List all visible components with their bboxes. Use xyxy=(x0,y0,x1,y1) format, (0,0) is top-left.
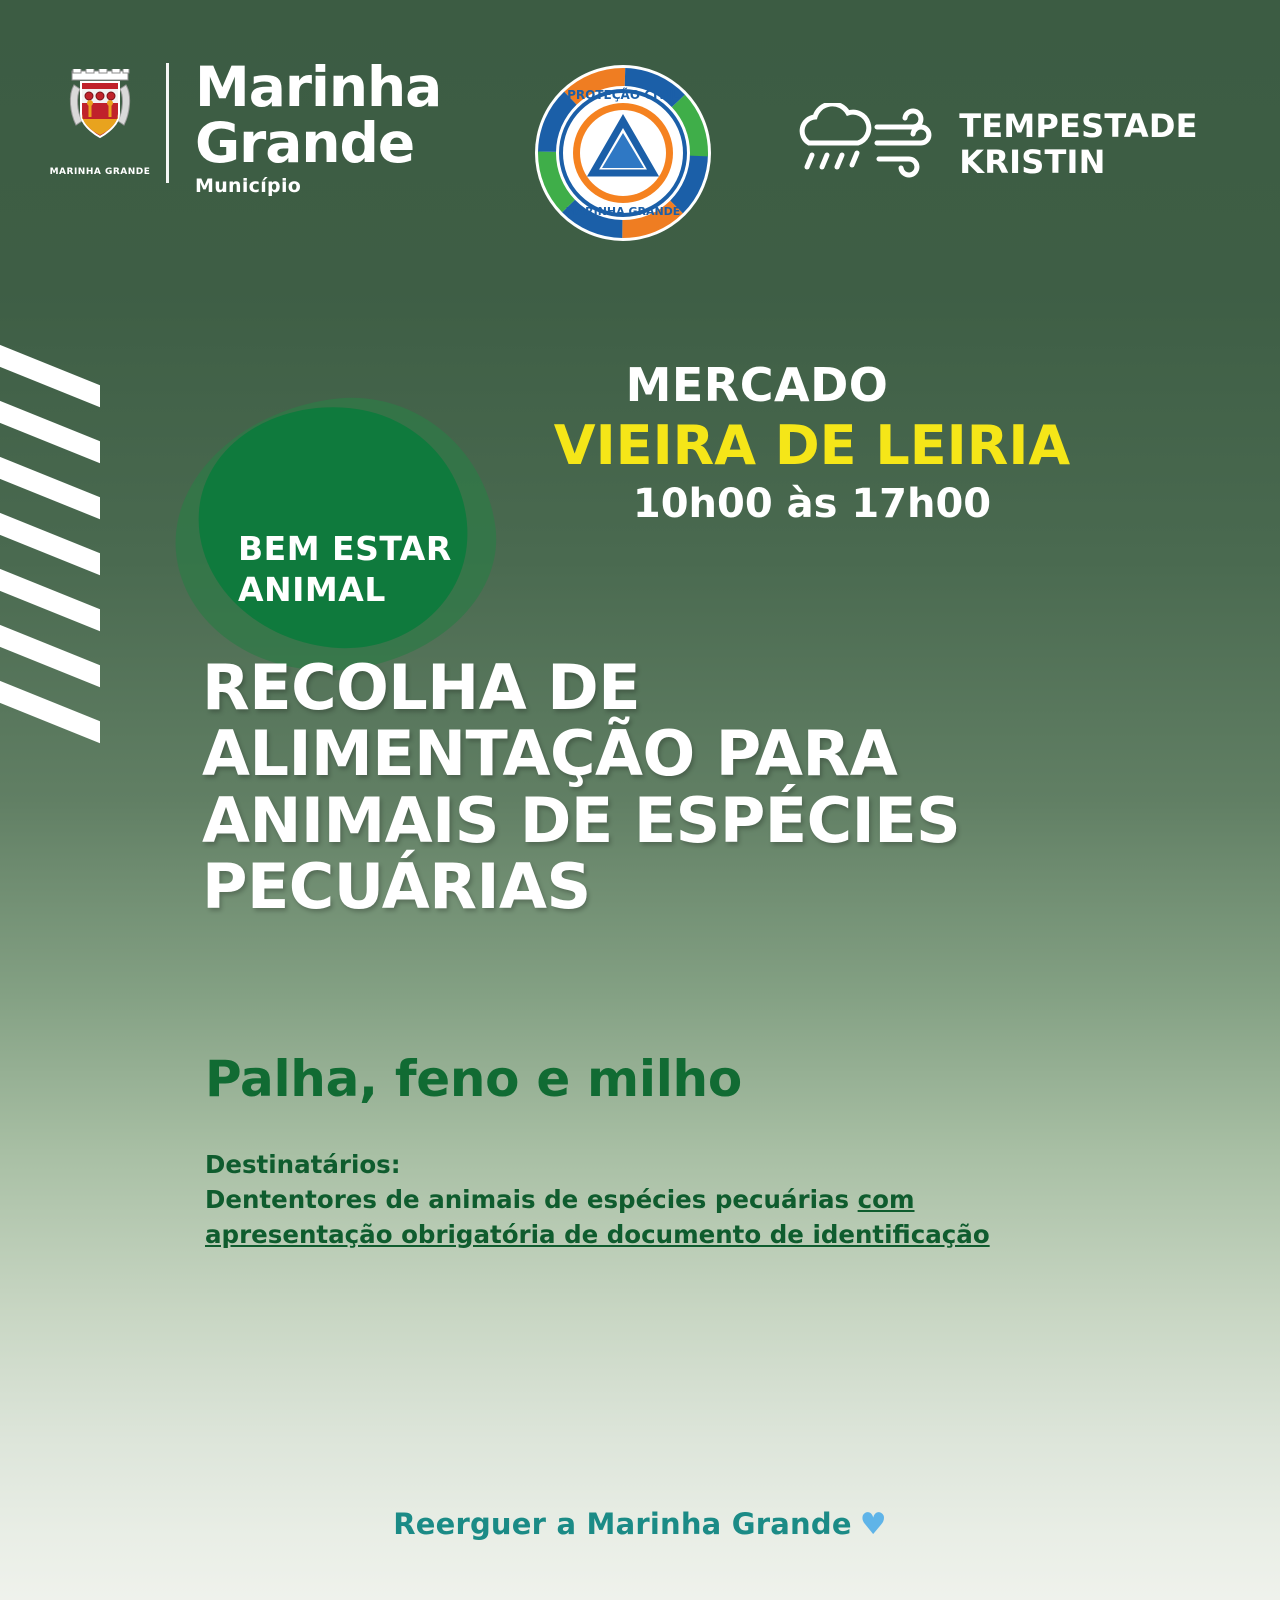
animal-welfare-tag xyxy=(238,528,452,611)
poster-header xyxy=(0,55,1280,245)
market-name: VIEIRA DE LEIRIA xyxy=(553,414,1071,477)
municipality-brand xyxy=(46,55,441,197)
decorative-stripes xyxy=(0,360,115,780)
page-title: RECOLHA DE ALIMENTAÇÃO PARA ANIMAIS DE ESPÉCIES PECUÁRIAS xyxy=(202,651,961,923)
heart-icon: ♥ xyxy=(859,1507,887,1542)
recipients-text-underlined: com apresentação obrigatória de documento de identificação xyxy=(205,1184,990,1249)
recipients-text xyxy=(205,1183,1105,1253)
civil-protection-logo-icon xyxy=(533,63,713,247)
footer-text: Reerguer a Marinha Grande xyxy=(393,1507,852,1541)
storm-alert xyxy=(787,103,1197,187)
tag-line2: ANIMAL xyxy=(238,570,386,610)
brand-divider xyxy=(166,63,169,183)
market-info xyxy=(552,358,1072,527)
recipients-block xyxy=(205,1148,1105,1252)
tag-line1: BEM ESTAR xyxy=(238,529,452,568)
crest-caption: MARINHA GRANDE xyxy=(49,167,151,177)
page-subtitle: Palha, feno e milho xyxy=(205,1050,742,1108)
municipality-subtitle: Município xyxy=(195,175,302,198)
recipients-text-plain: Dententores de animais de espécies pecuárias xyxy=(205,1184,858,1214)
municipality-crest-icon xyxy=(46,61,154,179)
footer-slogan xyxy=(0,1507,1280,1542)
municipality-wordmark xyxy=(195,55,442,198)
storm-rain-wind-icon xyxy=(787,103,937,187)
municipality-name-line1: Marinha xyxy=(195,55,442,119)
municipality-name-line2: Grande xyxy=(195,111,415,176)
market-hours: 10h00 às 17h00 xyxy=(632,481,992,527)
civil-protection-bottom-text: MARINHA GRANDE xyxy=(565,205,681,218)
storm-line1: TEMPESTADE xyxy=(959,107,1198,146)
storm-line2: KRISTIN xyxy=(959,143,1106,181)
storm-name xyxy=(959,109,1197,181)
civil-protection-top-text: PROTEÇÃO CIVIL xyxy=(567,88,680,102)
market-label: MERCADO xyxy=(625,358,889,412)
recipients-label: Destinatários: xyxy=(205,1150,401,1179)
